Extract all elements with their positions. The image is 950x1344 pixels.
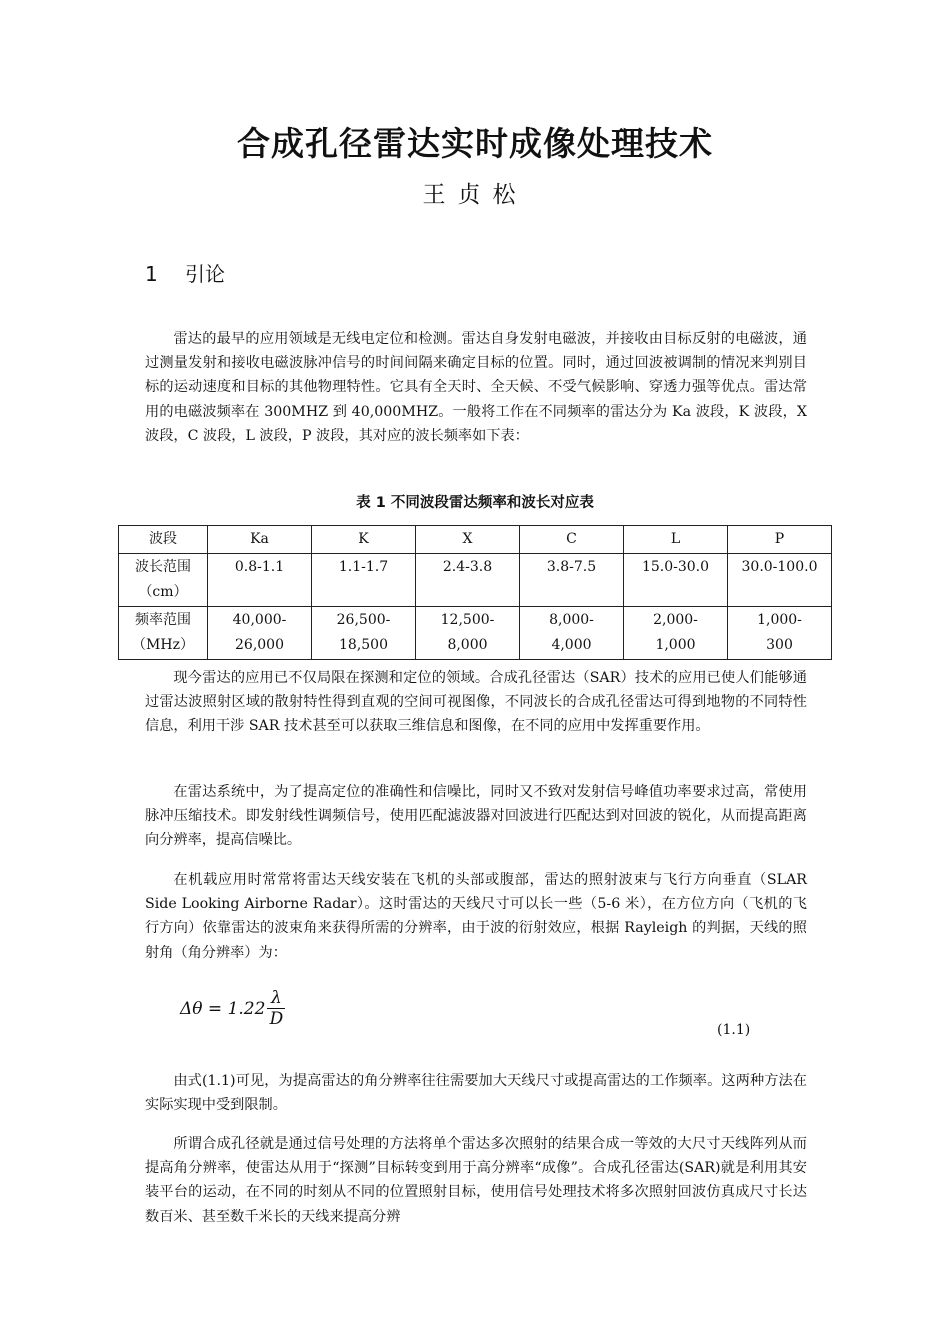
cell-line: 18,500	[339, 637, 388, 653]
cell-line: 2,000-	[653, 612, 698, 628]
row-label-line: 频率范围	[135, 612, 191, 628]
table-header-row	[119, 526, 832, 554]
cell-line: 40,000-	[232, 612, 287, 628]
section-heading	[145, 258, 225, 287]
table-header-cell: K	[312, 526, 416, 554]
paragraph-pulse-compression: 在雷达系统中，为了提高定位的准确性和信噪比，同时又不致对发射信号峰值功率要求过高，常使用脉冲压缩技术。即发射线性调频信号，使用匹配滤波器对回波进行匹配达到对回波的锐化，从而提高距离向分辨率，提高信噪比。	[145, 784, 807, 849]
cell-line: 8,000	[447, 637, 488, 653]
cell-line: 8,000-	[549, 612, 594, 628]
paper-author: 王贞松	[422, 182, 528, 208]
table-cell	[208, 607, 312, 660]
paragraph-synthetic-aperture: 所谓合成孔径就是通过信号处理的方法将单个雷达多次照射的结果合成一等效的大尺寸天线阵列从而提高角分辨率，使雷达从用于“探测”目标转变到用于高分辨率“成像”。合成孔径雷达(SAR)就是利用其安装平台的运动，在不同的时刻从不同的位置照射目标，使用信号处理技术将多次照射回波仿真成尺寸长达数百米、甚至数千米长的天线来提高分辨	[145, 1136, 807, 1225]
table-cell: 2.4-3.8	[416, 554, 520, 607]
table-cell: 0.8-1.1	[208, 554, 312, 607]
paragraph-sar-applications: 现今雷达的应用已不仅局限在探测和定位的领域。合成孔径雷达（SAR）技术的应用已使人们能够通过雷达波照射区域的散射特性得到直观的空间可视图像，不同波长的合成孔径雷达可得到地物的不同特性信息，利用干涉 SAR 技术甚至可以获取三维信息和图像，在不同的应用中发挥重要作用。	[145, 670, 807, 735]
table-cell	[520, 607, 624, 660]
table-row-wavelength	[119, 554, 832, 607]
row-label	[119, 554, 208, 607]
table-cell: 1.1-1.7	[312, 554, 416, 607]
equation-angular-resolution	[180, 988, 285, 1029]
table-cell: 30.0-100.0	[728, 554, 832, 607]
cell-line: 12,500-	[440, 612, 495, 628]
row-label-line: 波长范围	[135, 559, 191, 575]
table-header-cell: P	[728, 526, 832, 554]
paper-title: 合成孔径雷达实时成像处理技术	[237, 124, 713, 163]
table-cell: 15.0-30.0	[624, 554, 728, 607]
row-label	[119, 607, 208, 660]
row-label-line: （cm）	[138, 584, 188, 600]
table-cell	[728, 607, 832, 660]
equation-fraction	[267, 988, 285, 1029]
table-cell: 3.8-7.5	[520, 554, 624, 607]
cell-line: 300	[766, 637, 793, 653]
paragraph-slar: 在机载应用时常常将雷达天线安装在飞机的头部或腹部，雷达的照射波束与飞行方向垂直（SLAR Side Looking Airborne Radar）。这时雷达的天线尺寸可以长一些（5-6 米），在方位方向（飞机的飞行方向）依靠雷达的波束角来获得所需的分辨率，由于波的衍射效应，根据 Rayleigh 的判据，天线的照射角（角分辨率）为：	[145, 872, 807, 961]
equation-numerator: λ	[271, 988, 282, 1008]
table-header-cell: Ka	[208, 526, 312, 554]
cell-line: 1,000-	[757, 612, 802, 628]
table-cell	[416, 607, 520, 660]
section-title: 引论	[185, 262, 225, 286]
table-row-frequency	[119, 607, 832, 660]
row-label-line: （MHz）	[132, 637, 194, 653]
band-table	[118, 525, 832, 660]
section-number: 1	[145, 262, 158, 286]
cell-line: 26,000	[235, 637, 284, 653]
table-header-cell: 波段	[119, 526, 208, 554]
paragraph-limitations: 由式(1.1)可见，为提高雷达的角分辨率往往需要加大天线尺寸或提高雷达的工作频率。这两种方法在实际实现中受到限制。	[145, 1073, 807, 1114]
table-caption: 表 1 不同波段雷达频率和波长对应表	[356, 495, 594, 511]
table-cell	[624, 607, 728, 660]
table-header-cell: L	[624, 526, 728, 554]
cell-line: 4,000	[551, 637, 592, 653]
equation-denominator: D	[269, 1009, 284, 1029]
table-cell	[312, 607, 416, 660]
cell-line: 26,500-	[336, 612, 391, 628]
paragraph-intro: 雷达的最早的应用领域是无线电定位和检测。雷达自身发射电磁波，并接收由目标反射的电磁波，通过测量发射和接收电磁波脉冲信号的时间间隔来确定目标的位置。同时，通过回波被调制的情况来判别目标的运动速度和目标的其他物理特性。它具有全天时、全天候、不受气候影响、穿透力强等优点。雷达常用的电磁波频率在 300MHZ 到 40,000MHZ。一般将工作在不同频率的雷达分为 Ka 波段，K 波段，X 波段，C 波段，L 波段，P 波段，其对应的波长频率如下表：	[145, 331, 807, 444]
table-header-cell: X	[416, 526, 520, 554]
table-header-cell: C	[520, 526, 624, 554]
cell-line: 1,000	[655, 637, 696, 653]
equation-lhs: Δθ = 1.22	[180, 998, 266, 1019]
equation-number: (1.1)	[717, 1022, 751, 1038]
